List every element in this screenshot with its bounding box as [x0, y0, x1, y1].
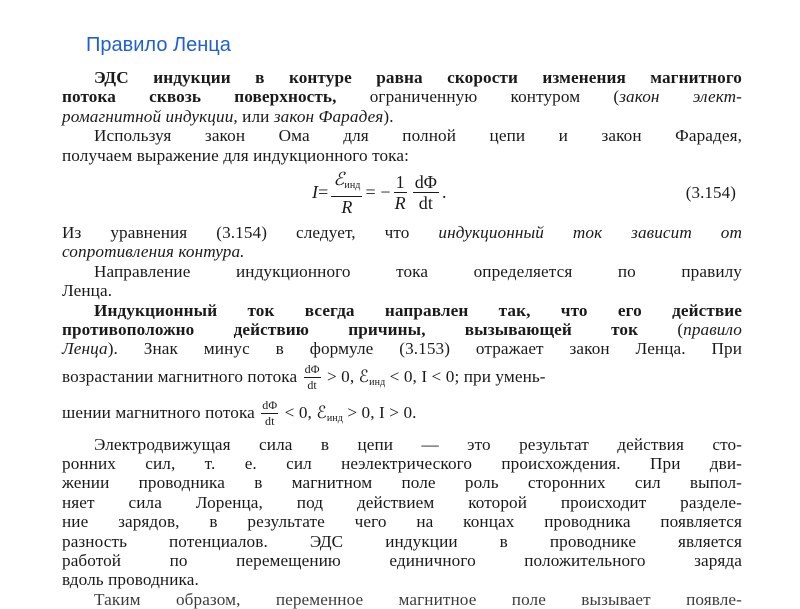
formula-fraction	[394, 172, 407, 213]
text-line	[62, 473, 742, 492]
subscript: инд	[369, 376, 386, 388]
fraction-numerator	[331, 169, 362, 197]
bold-text: противоположно действию причины, вызывающей ток	[62, 319, 639, 339]
text-line	[62, 395, 742, 431]
text: или	[237, 106, 274, 126]
fraction-denominator: dt	[307, 378, 317, 393]
formula-dot: .	[442, 182, 447, 203]
formula-fraction	[331, 169, 362, 217]
text-line	[62, 146, 742, 165]
text-line	[62, 435, 742, 454]
text: разность потенциалов. ЭДС индукции в проводнике является	[62, 531, 742, 551]
text: Таким образом, переменное магнитное поле вызывает появле-	[94, 589, 742, 609]
fraction-denominator: R	[394, 193, 406, 214]
fraction-numerator: dΦ	[262, 398, 278, 413]
text: получаем выражение для индукционного тока:	[62, 145, 409, 165]
text: (	[638, 319, 684, 339]
text-line	[62, 301, 742, 320]
text: Электродвижущая сила в цепи — это результат действия сто-	[94, 434, 742, 454]
formula-equals: =	[318, 182, 329, 203]
text-line	[62, 454, 742, 473]
text-line	[62, 493, 742, 512]
text-line	[62, 551, 742, 570]
text-line	[62, 107, 742, 126]
text: ограниченную контуром (	[336, 87, 620, 107]
italic-text: правило	[683, 319, 742, 339]
fraction-denominator: dt	[265, 414, 275, 429]
italic-text: ромагнитной индукции,	[62, 106, 238, 126]
text-line	[62, 359, 742, 395]
fraction-numerator: 1	[395, 172, 405, 193]
text: вдоль проводника.	[62, 570, 199, 590]
formula	[312, 169, 447, 217]
slide-title: Правило Ленца	[86, 34, 231, 56]
emf-symbol: ℰ	[333, 168, 345, 189]
italic-text: сопротивления контура.	[62, 242, 245, 262]
text-line	[62, 570, 742, 589]
subscript: инд	[326, 412, 343, 424]
inline-fraction	[304, 362, 321, 393]
text-line	[62, 242, 742, 261]
bold-text: Индукционный ток всегда направлен так, что его действие	[94, 300, 742, 320]
text-line	[62, 512, 742, 531]
fraction-denominator: R	[341, 196, 353, 217]
text: Используя закон Ома для полной цепи и закон Фарадея,	[94, 126, 742, 146]
text: Из уравнения (3.154) следует, что	[62, 222, 439, 242]
formula-fraction	[413, 172, 439, 213]
text-line	[62, 262, 742, 281]
formula-equals-minus: = −	[365, 182, 391, 203]
text: > 0, ℰ	[322, 366, 370, 386]
text-line	[62, 532, 742, 551]
text-line	[62, 339, 742, 358]
text: няет сила Лоренца, под действием которой происходит разделе-	[62, 492, 742, 512]
scanned-textbook-page	[62, 68, 743, 609]
formula-current: I	[312, 182, 319, 203]
text: работой по перемещению единичного положительного заряда	[62, 551, 742, 571]
equation-number: (3.154)	[685, 182, 736, 202]
text: ронних сил, т. е. сил неэлектрического происхождения. При дви-	[62, 454, 742, 474]
formula-3-154	[62, 165, 742, 223]
text: > 0, I > 0.	[342, 402, 417, 422]
text: ). Знак минус в формуле (3.153) отражает закон Ленца. При	[107, 339, 742, 359]
text-line	[62, 87, 742, 106]
text: ние зарядов, в результате чего на концах проводника появляется	[62, 512, 742, 532]
text: < 0, I < 0; при умень-	[385, 366, 546, 386]
text-line-cut	[62, 589, 742, 609]
text: шении магнитного потока	[62, 402, 255, 422]
text: Направление индукционного тока определяется по правилу	[94, 261, 742, 281]
text: жении проводника в магнитном поле роль сторонних сил выпол-	[62, 473, 742, 493]
text-line	[62, 126, 742, 145]
bold-text: потока сквозь поверхность,	[62, 87, 337, 107]
italic-text: закон Фарадея	[273, 106, 384, 126]
italic-text: индукционный ток зависит от	[438, 222, 742, 242]
italic-text: Ленца	[62, 339, 108, 359]
italic-text: закон элект-	[619, 87, 743, 107]
text-line	[62, 320, 742, 339]
fraction-denominator: dt	[418, 193, 433, 214]
text: < 0, ℰ	[280, 402, 327, 422]
text-line	[62, 281, 742, 300]
text-line	[62, 68, 742, 87]
text: Ленца.	[62, 281, 113, 301]
fraction-numerator: dΦ	[414, 172, 438, 193]
inline-fraction	[261, 398, 278, 429]
text: ).	[383, 106, 394, 126]
subscript: инд	[344, 179, 361, 191]
text: возрастании магнитного потока	[62, 366, 298, 386]
fraction-numerator: dΦ	[304, 362, 320, 377]
bold-text: ЭДС индукции в контуре равна скорости изменения магнитного	[94, 68, 742, 87]
text-line	[62, 223, 742, 242]
